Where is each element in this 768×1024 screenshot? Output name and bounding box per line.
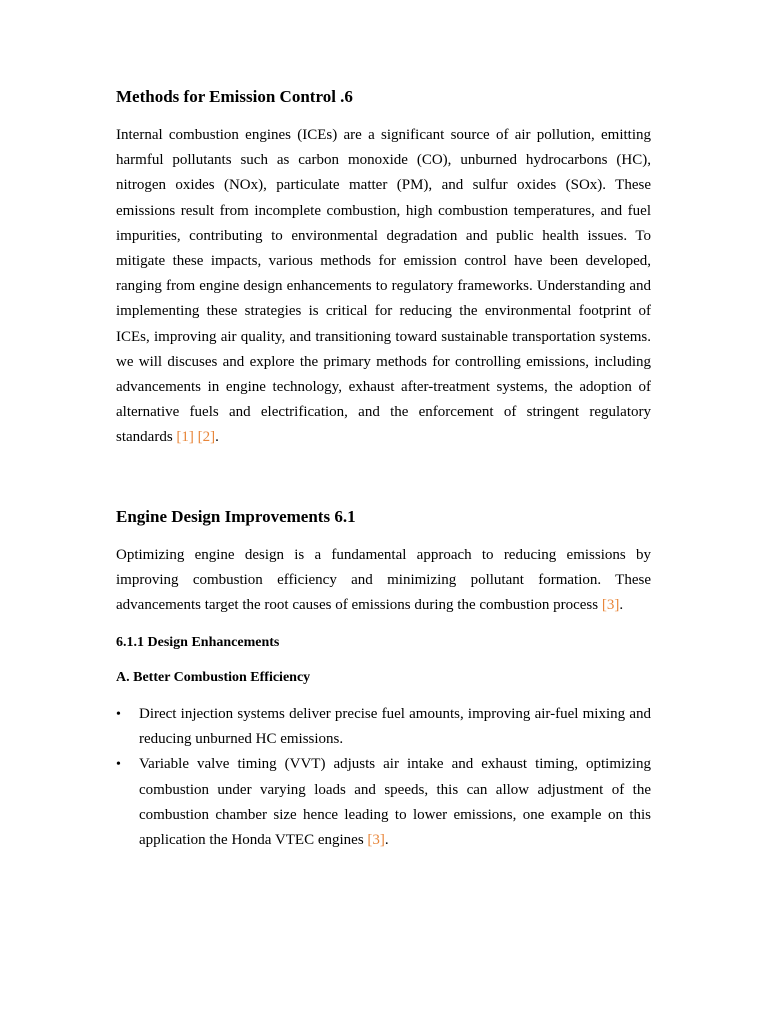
bullet-icon: • [116,757,121,773]
citation-3-link[interactable]: [3] [367,832,385,849]
section-6-end: . [215,429,219,446]
bullet-end: . [384,832,389,849]
citation-1-link[interactable]: [1] [176,429,194,446]
bullet-list [116,702,651,853]
citation-2-link[interactable]: [2] [197,429,216,446]
section-6-paragraph [116,123,651,451]
list-item [116,752,651,853]
citation-3-link[interactable]: [3] [601,597,620,614]
section-6-1-heading: Engine Design Improvements 6.1 [116,507,356,526]
section-6-1-text: Optimizing engine design is a fundamental approach to reducing emissions by improving combustion efficiency and minimizing pollutant formation. These advancements target the root causes of emissions during the combustion process [116,547,651,614]
bullet-icon: • [116,707,121,722]
section-6-1-end: . [619,597,624,614]
section-6-1-paragraph [116,543,651,619]
bullet-text: Direct injection systems deliver precise fuel amounts, improving air-fuel mixing and reducing unburned HC emissions. [139,706,651,748]
section-6-heading: Methods for Emission Control .6 [116,87,353,106]
bullet-text: Variable valve timing (VVT) adjusts air intake and exhaust timing, optimizing combustion under varying loads and speeds, this can allow adjustment of the combustion chamber size hence leading to lower emissions, one example on this application the Honda VTEC engines [139,756,651,849]
subsection-a-heading: A. Better Combustion Efficiency [116,670,311,685]
subsection-6-1-1-heading: 6.1.1 Design Enhancements [116,635,280,650]
section-6-text: Internal combustion engines (ICEs) are a significant source of air pollution, emitting harmful pollutants such as carbon monoxide (CO), unburned hydrocarbons (HC), nitrogen oxides (NOx), particulate matter (PM), and sulfur oxides (SOx). These emissions result from incomplete combustion, high combustion temperatures, and fuel impurities, contributing to environmental degradation and public health issues. To mitigate these impacts, various methods for emission control have been developed, ranging from engine design enhancements to regulatory frameworks. Understanding and implementing these strategies is critical for reducing the environmental footprint of ICEs, improving air quality, and transitioning toward sustainable transportation systems. we will discuses and explore the primary methods for controlling emissions, including advancements in engine technology, exhaust after-treatment systems, the adoption of alternative fuels and electrification, and the enforcement of stringent regulatory standards [116,127,651,446]
list-item [116,702,651,752]
